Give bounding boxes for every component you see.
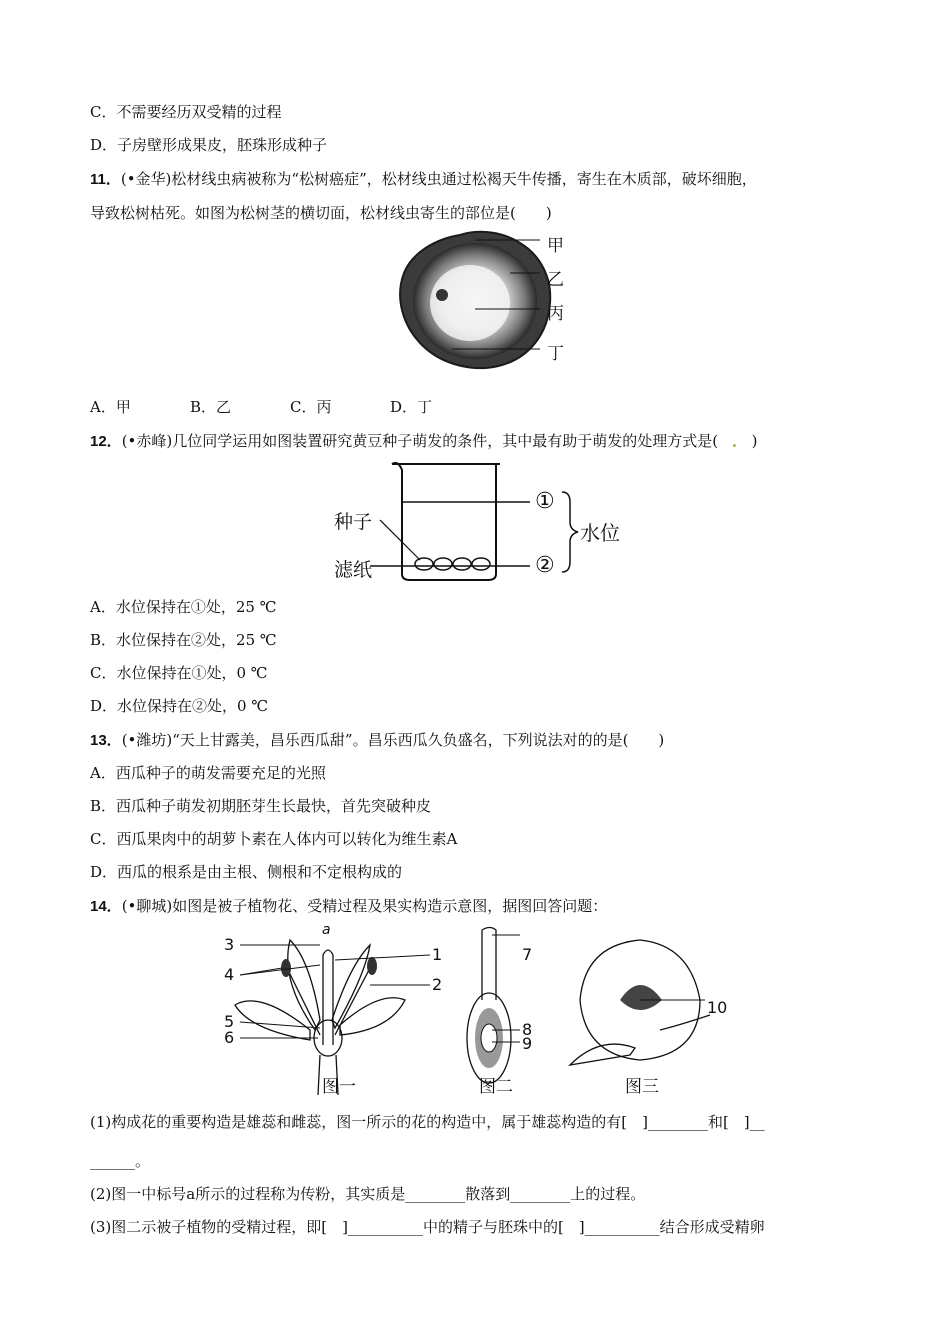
beaker-outline	[392, 463, 500, 580]
label-line-1	[335, 955, 430, 960]
q14-number: 14．	[90, 898, 122, 915]
fig-caption-3: 图三	[625, 1077, 659, 1097]
embryo-sac	[481, 1024, 497, 1052]
q12-stem-mark: ．	[732, 432, 740, 450]
fruit-diagram	[570, 940, 710, 1065]
q13-option-d: D．西瓜的根系是由主根、侧根和不定根构成的	[90, 863, 403, 881]
fig-label-a: a	[322, 922, 331, 938]
q12-stem-text: (•赤峰)几位同学运用如图装置研究黄豆种子萌发的条件，其中最有助于萌发的处理方式是(	[121, 432, 719, 450]
q10-option-d: D．子房壁形成果皮，胚珠形成种子	[90, 136, 328, 154]
fig-caption-2: 图二	[479, 1077, 513, 1097]
q12-option-d: D．水位保持在②处，0 ℃	[90, 697, 269, 715]
flower-ovary	[314, 1020, 342, 1056]
fig-num-5: 5	[224, 1012, 235, 1031]
stem-inner-wood	[430, 265, 510, 341]
q14-sub2: (2)图一中标号a所示的过程称为传粉，其实质是________散落到________上的过程。	[90, 1185, 646, 1203]
q12-option-b: B．水位保持在②处，25 ℃	[90, 631, 277, 649]
q14-stem	[90, 895, 607, 918]
fig-mark-2: ②	[535, 553, 555, 578]
flower-anther-right	[367, 957, 377, 975]
q11-option-c: C．丙	[290, 398, 332, 416]
q12-option-a: A．水位保持在①处，25 ℃	[90, 598, 277, 616]
flower-pistil	[323, 950, 333, 1045]
fig-num-1: 1	[432, 945, 443, 964]
fruit-seed	[620, 985, 662, 1010]
q14-stem-text: (•聊城)如图是被子植物花、受精过程及果实构造示意图，据图回答问题：	[121, 897, 608, 915]
seed-3	[453, 558, 471, 570]
q12-stem-end: )	[751, 432, 758, 450]
q11-options	[90, 396, 432, 418]
q13-option-c: C．西瓜果肉中的胡萝卜素在人体内可以转化为维生素A	[90, 830, 458, 848]
q13-number: 13．	[90, 732, 122, 749]
q13-stem	[90, 729, 664, 752]
fig-label-seed: 种子	[334, 511, 373, 533]
q13-stem-text: (•潍坊)“天上甘露美，昌乐西瓜甜”。昌乐西瓜久负盛名，下列说法对的的是( )	[121, 731, 665, 749]
fig-label-water-level: 水位	[580, 521, 620, 545]
fertilization-diagram	[467, 928, 520, 1084]
fig-num-6: 6	[224, 1028, 235, 1047]
fig-label-ding: 丁	[547, 344, 564, 364]
q11-stem-line2: 导致松树枯死。如图为松树茎的横切面，松材线虫寄生的部位是( )	[90, 204, 552, 222]
fig-num-2: 2	[432, 975, 443, 994]
q11-stem-text: (•金华)松材线虫病被称为“松树癌症”，松材线虫通过松褐天牛传播，寄生在木质部，破坏细胞，	[120, 170, 757, 188]
fig-label-jia: 甲	[547, 236, 564, 256]
q11-option-d: D．丁	[390, 398, 433, 416]
q10-option-c: C．不需要经历双受精的过程	[90, 103, 282, 121]
stem-pith-spot	[436, 289, 448, 301]
fig-caption-1: 图一	[322, 1077, 356, 1097]
q11-number: 11．	[90, 171, 121, 188]
seed-2	[434, 558, 452, 570]
fig-label-filter-paper: 滤纸	[334, 559, 373, 581]
q11-stem-line1	[90, 168, 757, 191]
q12-stem	[90, 430, 757, 453]
flower-anther-left	[281, 959, 291, 977]
flower-petal-right	[340, 998, 405, 1035]
q11-option-a: A．甲	[90, 398, 131, 416]
fig-num-10: 10	[707, 998, 728, 1017]
q13-option-b: B．西瓜种子萌发初期胚芽生长最快，首先突破种皮	[90, 797, 432, 815]
fig-num-7: 7	[522, 945, 533, 964]
flower-petal-left	[235, 1001, 310, 1040]
q11-option-b: B．乙	[190, 398, 232, 416]
fig-num-3: 3	[224, 935, 235, 954]
fig-mark-1: ①	[535, 489, 555, 514]
fruit-stalk	[660, 1015, 710, 1030]
q12-number: 12．	[90, 433, 122, 450]
label-line-5	[240, 1022, 320, 1028]
q14-sub1-line2: ______。	[90, 1152, 151, 1170]
q12-option-c: C．水位保持在①处，0 ℃	[90, 664, 268, 682]
water-level-brace	[562, 492, 578, 572]
fig-num-4: 4	[224, 965, 235, 984]
fig-num-8: 8	[522, 1020, 533, 1039]
fig-label-bing: 丙	[547, 304, 564, 324]
seed-4	[472, 558, 490, 570]
flower-stamen-right	[335, 968, 370, 1035]
seed-1	[415, 558, 433, 570]
pollen-tube-style	[482, 928, 496, 1001]
seed-pointer-line	[380, 520, 420, 560]
q13-option-a: A．西瓜种子的萌发需要充足的光照	[90, 764, 326, 782]
fig-num-9: 9	[522, 1034, 533, 1053]
fig-label-yi: 乙	[547, 270, 564, 290]
pine-stem-cross-section-figure	[380, 225, 600, 395]
q14-sub1-line1: (1)构成花的重要构造是雄蕊和雌蕊，图一所示的花的构造中，属于雄蕊构造的有[ ]________和[ ]__	[90, 1113, 765, 1131]
q14-sub3: (3)图二示被子植物的受精过程，即[ ]__________中的精子与胚珠中的[ ]__________结合形成受精卵	[90, 1218, 765, 1236]
